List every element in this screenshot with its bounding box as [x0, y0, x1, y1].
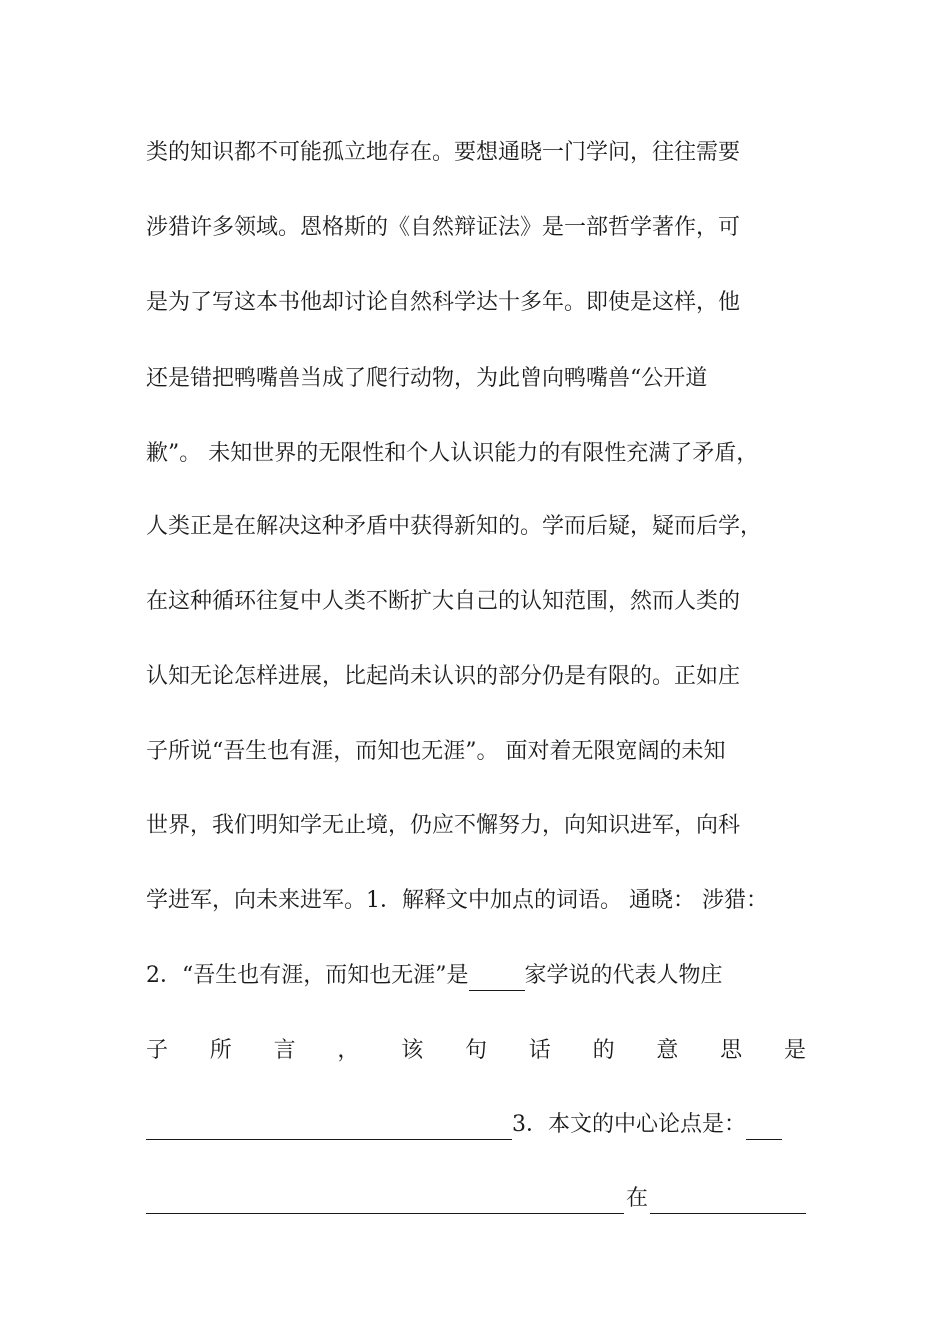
answer-blank-school[interactable]: [469, 968, 525, 991]
text-line: 子所说“吾生也有涯，而知也无涯”。 面对着无限宽阔的未知: [146, 739, 726, 764]
answer-blank-location[interactable]: [650, 1191, 806, 1214]
text-line: 是为了写这本书他却讨论自然科学达十多年。即使是这样，他: [146, 290, 741, 315]
text-line: 歉”。 未知世界的无限性和个人认识能力的有限性充满了矛盾，: [146, 441, 759, 466]
spread-char: 话: [528, 1038, 551, 1063]
answer-blank-thesis-start[interactable]: [746, 1117, 782, 1140]
question-2-text: 2．“吾生也有涯，而知也无涯”是: [146, 963, 469, 988]
text-line: 类的知识都不可能孤立地存在。要想通晓一门学问，往往需要: [146, 140, 741, 165]
question-3-blank-line: [146, 1184, 810, 1214]
spread-char: ，: [337, 1038, 360, 1063]
spread-char: 的: [592, 1038, 615, 1063]
spread-char: 所: [209, 1038, 232, 1063]
answer-blank-meaning[interactable]: [146, 1117, 512, 1140]
text-line: 涉猎许多领域。恩格斯的《自然辩证法》是一部哲学著作，可: [146, 215, 741, 240]
text-line: 认知无论怎样进展，比起尚未认识的部分仍是有限的。正如庄: [146, 664, 741, 689]
spread-char: 是: [783, 1038, 806, 1063]
text-line: 在这种循环往复中人类不断扩大自己的认知范围，然而人类的: [146, 589, 741, 614]
answer-blank-thesis[interactable]: [146, 1191, 624, 1214]
word-zai: 在: [626, 1186, 649, 1211]
question-2-spread-line: [146, 1036, 806, 1066]
spread-char: 思: [720, 1038, 743, 1063]
spread-char: 句: [464, 1038, 487, 1063]
question-3-text: 3．本文的中心论点是：: [512, 1112, 746, 1137]
spread-char: 该: [401, 1038, 424, 1063]
question-2-line: [146, 961, 810, 991]
question-3-line: [146, 1110, 810, 1140]
spread-char: 言: [273, 1038, 296, 1063]
text-line: 还是错把鸭嘴兽当成了爬行动物，为此曾向鸭嘴兽“公开道: [146, 366, 708, 391]
text-line: 世界，我们明知学无止境，仍应不懈努力，向知识进军，向科: [146, 813, 741, 838]
question-2-text-continued: 家学说的代表人物庄: [524, 963, 723, 988]
spread-char: 子: [146, 1038, 169, 1063]
text-line: 人类正是在解决这种矛盾中获得新知的。学而后疑，疑而后学，: [146, 514, 763, 539]
question-1-line: 学进军，向未来进军。1．解释文中加点的词语。 通晓： 涉猎：: [146, 888, 768, 913]
spread-char: 意: [656, 1038, 679, 1063]
